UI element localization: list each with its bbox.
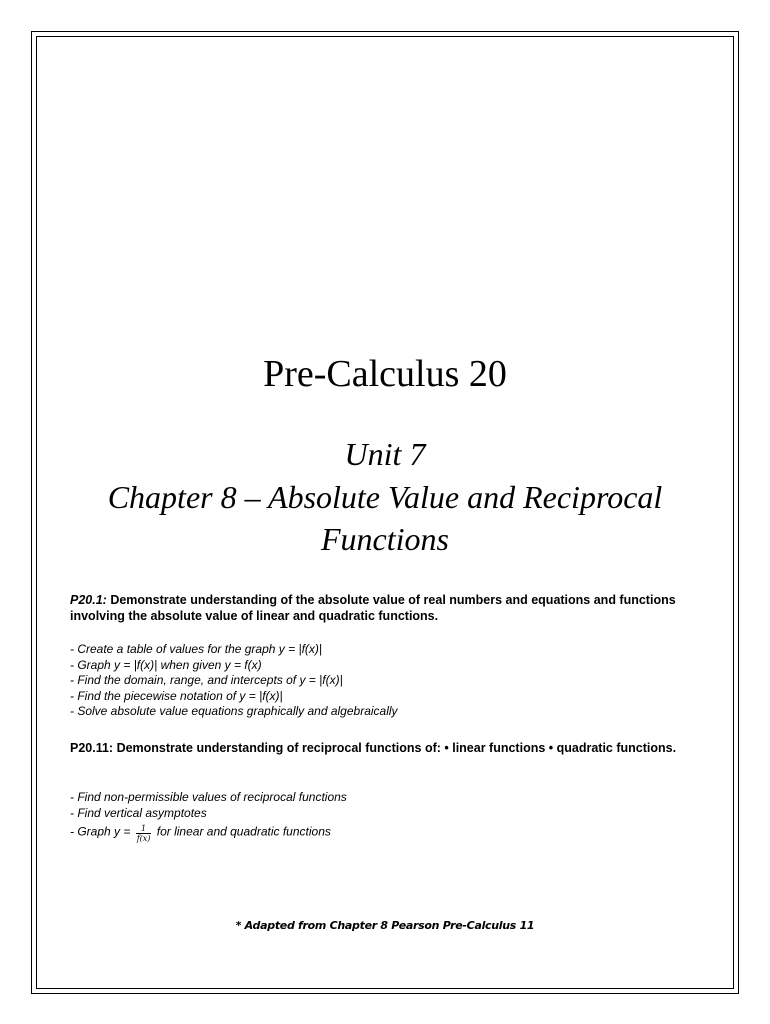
outcome-p20-11-text: P20.11: Demonstrate understanding of reciprocal functions of: • linear functions • quadratic functions. [70,741,677,755]
graph-item-suffix: for linear and quadratic functions [153,824,331,839]
outcome-p20-1-code: P20.1: [70,593,107,607]
chapter-heading-line-2: Functions [321,521,449,557]
chapter-heading-line-1: Chapter 8 – Absolute Value and Reciprocal [107,479,663,515]
list-item: - Create a table of values for the graph y = |f(x)| [70,642,323,656]
list-item: - Find non-permissible values of reciprocal functions [70,790,347,804]
outcome-p20-1-list [70,642,700,720]
outcome-p20-11-list [70,790,700,842]
list-item: - Find the piecewise notation of y = |f(x)| [70,688,283,703]
outcome-p20-1-text: Demonstrate understanding of the absolute value of real numbers and equations and functions involving the absolute value of linear and quadratic functions. [70,593,676,623]
outcome-p20-1 [70,592,700,624]
list-item: - Graph y = |f(x)| when given y = f(x) [70,657,262,672]
graph-item-prefix: - Graph y = [70,824,134,839]
fraction-denominator: f(x) [136,834,151,844]
list-item: - Find the domain, range, and intercepts of y = |f(x)| [70,673,343,688]
chapter-heading [0,476,770,560]
reciprocal-fraction [136,824,152,843]
list-item: - Solve absolute value equations graphically and algebraically [70,704,398,719]
fraction-numerator: 1 [136,824,152,834]
outcome-p20-11 [70,740,700,756]
list-item-graph-reciprocal [70,823,700,842]
list-item: - Find vertical asymptotes [70,805,207,820]
unit-heading: Unit 7 [344,436,426,472]
source-footnote: * Adapted from Chapter 8 Pearson Pre-Calculus 11 [235,919,535,932]
document-title: Pre-Calculus 20 [263,353,507,395]
